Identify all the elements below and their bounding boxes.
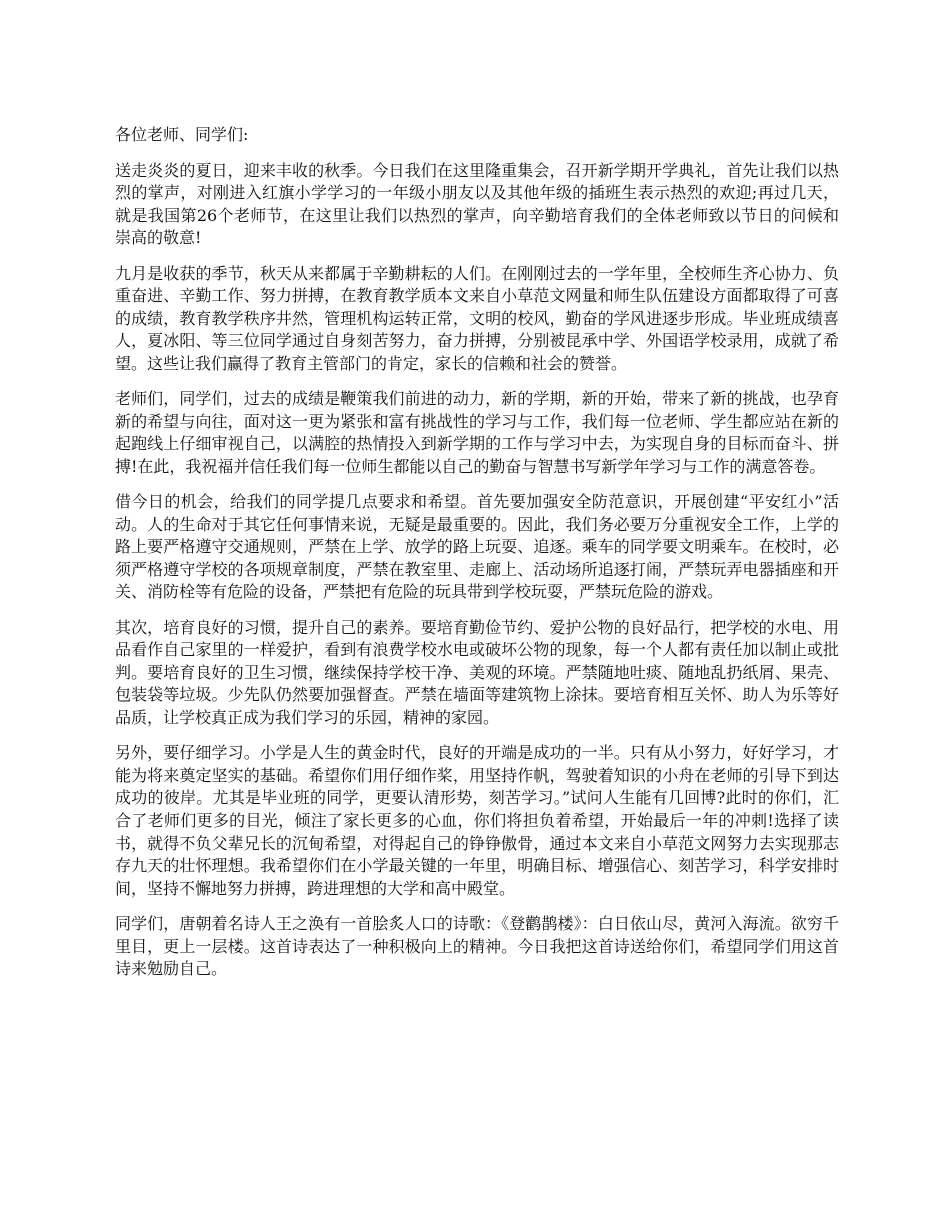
paragraph-3: 老师们，同学们，过去的成绩是鞭策我们前进的动力，新的学期，新的开始，带来了新的挑战，也孕育新的希望与向往，面对这一更为紧张和富有挑战性的学习与工作，我们每一位老师、学生都应站在新的起跑线上仔细审视自己，以满腔的热情投入到新学期的工作与学习中去，为实现自身的目标而奋斗、拼搏!在此，我祝福并信任我们每一位师生都能以自己的勤奋与智慧书写新学年学习与工作的满意答卷。 bbox=[115, 389, 839, 476]
greeting: 各位老师、同学们: bbox=[115, 125, 249, 144]
paragraph-7: 同学们，唐朝着名诗人王之涣有一首脍炙人口的诗歌：《登鹳鹊楼》：白日依山尽，黄河入海流。欲穷千里目，更上一层楼。这首诗表达了一种积极向上的精神。今日我把这首诗送给你们，希望同学们用这首诗来勉励自己。 bbox=[115, 913, 839, 979]
paragraph-6: 另外，要仔细学习。小学是人生的黄金时代，良好的开端是成功的一半。只有从小努力，好好学习，才能为将来奠定坚实的基础。希望你们用仔细作桨，用坚持作帆，驾驶着知识的小舟在老师的引导下到达成功的彼岸。尤其是毕业班的同学，更要认清形势，刻苦学习。”试问人生能有几回博?此时的你们，汇合了老师们更多的目光，倾注了家长更多的心血，你们将担负着希望，开始最后一年的冲刺!选择了读书，就得不负父辈兄长的沉甸希望，对得起自己的铮铮傲骨，通过本文来自小草范文网努力去实现那志存九天的壮怀理想。我希望你们在小学最关键的一年里，明确目标、增强信心、刻苦学习，科学安排时间，坚持不懈地努力拼搏，跨进理想的大学和高中殿堂。 bbox=[115, 743, 839, 898]
paragraph-5: 其次，培育良好的习惯，提升自己的素养。要培育勤俭节约、爱护公物的良好品行，把学校的水电、用品看作自己家里的一样爱护，看到有浪费学校水电或破坏公物的现象，每一个人都有责任加以制止或批判。要培育良好的卫生习惯，继续保持学校干净、美观的环境。严禁随地吐痰、随地乱扔纸屑、果壳、包装袋等垃圾。少先队仍然要加强督查。严禁在墙面等建筑物上涂抹。要培育相互关怀、助人为乐等好品质，让学校真正成为我们学习的乐园，精神的家园。 bbox=[115, 617, 839, 728]
paragraph-1: 送走炎炎的夏日，迎来丰收的秋季。今日我们在这里隆重集会，召开新学期开学典礼，首先让我们以热烈的掌声，对刚进入红旗小学学习的一年级小朋友以及其他年级的插班生表示热烈的欢迎;再过几天，就是我国第26个老师节，在这里让我们以热烈的掌声，向辛勤培育我们的全体老师致以节日的问候和崇高的敬意! bbox=[115, 160, 839, 248]
paragraph-2: 九月是收获的季节，秋天从来都属于辛勤耕耘的人们。在刚刚过去的一学年里，全校师生齐心协力、负重奋进、辛勤工作、努力拼搏，在教育教学质本文来自小草范文网量和师生队伍建设方面都取得了可喜的成绩，教育教学秩序井然，管理机构运转正常，文明的校风，勤奋的学风进逐步形成。毕业班成绩喜人，夏冰阳、等三位同学通过自身刻苦努力，奋力拼搏，分别被昆承中学、外国语学校录用，成就了希望。这些让我们赢得了教育主管部门的肯定，家长的信赖和社会的赞誉。 bbox=[115, 263, 839, 373]
document-body bbox=[115, 124, 839, 993]
paragraph-4: 借今日的机会，给我们的同学提几点要求和希望。首先要加强安全防范意识，开展创建“平安红小”活动。人的生命对于其它任何事情来说，无疑是最重要的。因此，我们务必要万分重视安全工作，上学的路上要严格遵守交通规则，严禁在上学、放学的路上玩耍、追逐。乘车的同学要文明乘车。在校时，必须严格遵守学校的各项规章制度，严禁在教室里、走廊上、活动场所追逐打闹，严禁玩弄电器插座和开关、消防栓等有危险的设备，严禁把有危险的玩具带到学校玩耍，严禁玩危险的游戏。 bbox=[115, 492, 839, 602]
